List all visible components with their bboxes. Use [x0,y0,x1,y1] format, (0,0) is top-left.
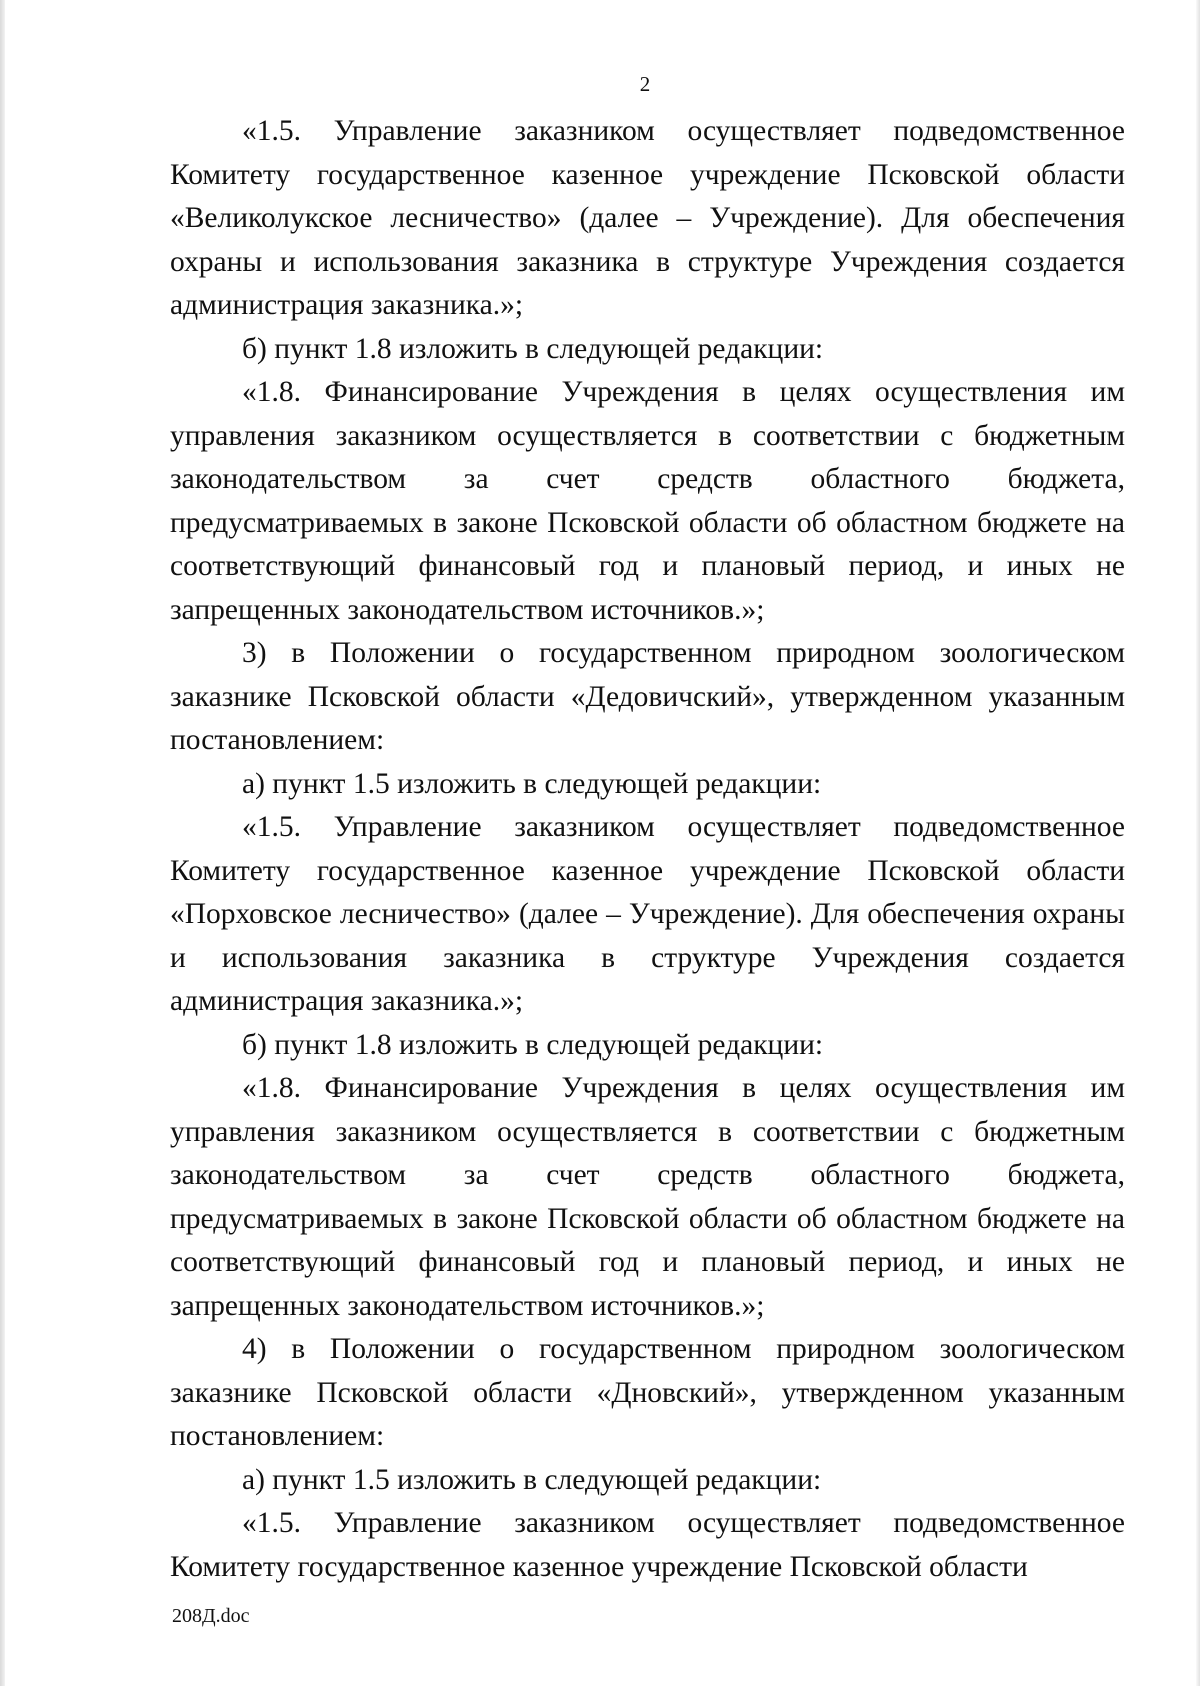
paragraph-a-point-1-5: а) пункт 1.5 изложить в следующей редакции: [242,1463,822,1496]
page-number: 2 [639,72,651,96]
scanned-page-left-edge [0,0,5,1686]
scanned-page-right-edge [1196,0,1200,1686]
paragraph-a-point-1-5: а) пункт 1.5 изложить в следующей редакции: [242,767,822,800]
paragraph-1-8-financing: «1.8. Финансирование Учреждения в целях осуществления им управления заказником осуществляется в соответствии с бюджетным законодательством за счет средств областного бюджета, предусматриваемых в законе Псковской области об областном бюджете на соответствующий финансовый год и плановый период, и иных не запрещенных законодательством источников.»; [170,376,1125,626]
paragraph-1-5-velikoluksky: «1.5. Управление заказником осуществляет подведомственное Комитету государственное казенное учреждение Псковской области «Великолукское лесничество» (далее – Учреждение). Для обеспечения охраны и использования заказника в структуре Учреждения создается администрация заказника.»; [170,115,1125,321]
paragraph-1-8-financing: «1.8. Финансирование Учреждения в целях осуществления им управления заказником осуществляется в соответствии с бюджетным законодательством за счет средств областного бюджета, предусматриваемых в законе Псковской области об областном бюджете на соответствующий финансовый год и плановый период, и иных не запрещенных законодательством источников.»; [170,1072,1125,1322]
document-body [170,110,1125,1589]
paragraph-b-point-1-8: б) пункт 1.8 изложить в следующей редакции: [242,332,824,365]
paragraph-1-5-porkhovskoe: «1.5. Управление заказником осуществляет подведомственное Комитету государственное казенное учреждение Псковской области «Порховское лесничество» (далее – Учреждение). Для обеспечения охраны и использования заказника в структуре Учреждения создается администрация заказника.»; [170,811,1125,1017]
paragraph-b-point-1-8: б) пункт 1.8 изложить в следующей редакции: [242,1028,824,1061]
paragraph-1-5-continued: «1.5. Управление заказником осуществляет подведомственное Комитету государственное казенное учреждение Псковской области [170,1507,1125,1583]
footer-filename: 208Д.doc [172,1605,250,1627]
paragraph-3-dedovichsky: 3) в Положении о государственном природном зоологическом заказнике Псковской области «Дедовичский», утвержденном указанным постановлением: [170,637,1125,756]
paragraph-4-dnovsky: 4) в Положении о государственном природном зоологическом заказнике Псковской области «Дновский», утвержденном указанным постановлением: [170,1333,1125,1452]
